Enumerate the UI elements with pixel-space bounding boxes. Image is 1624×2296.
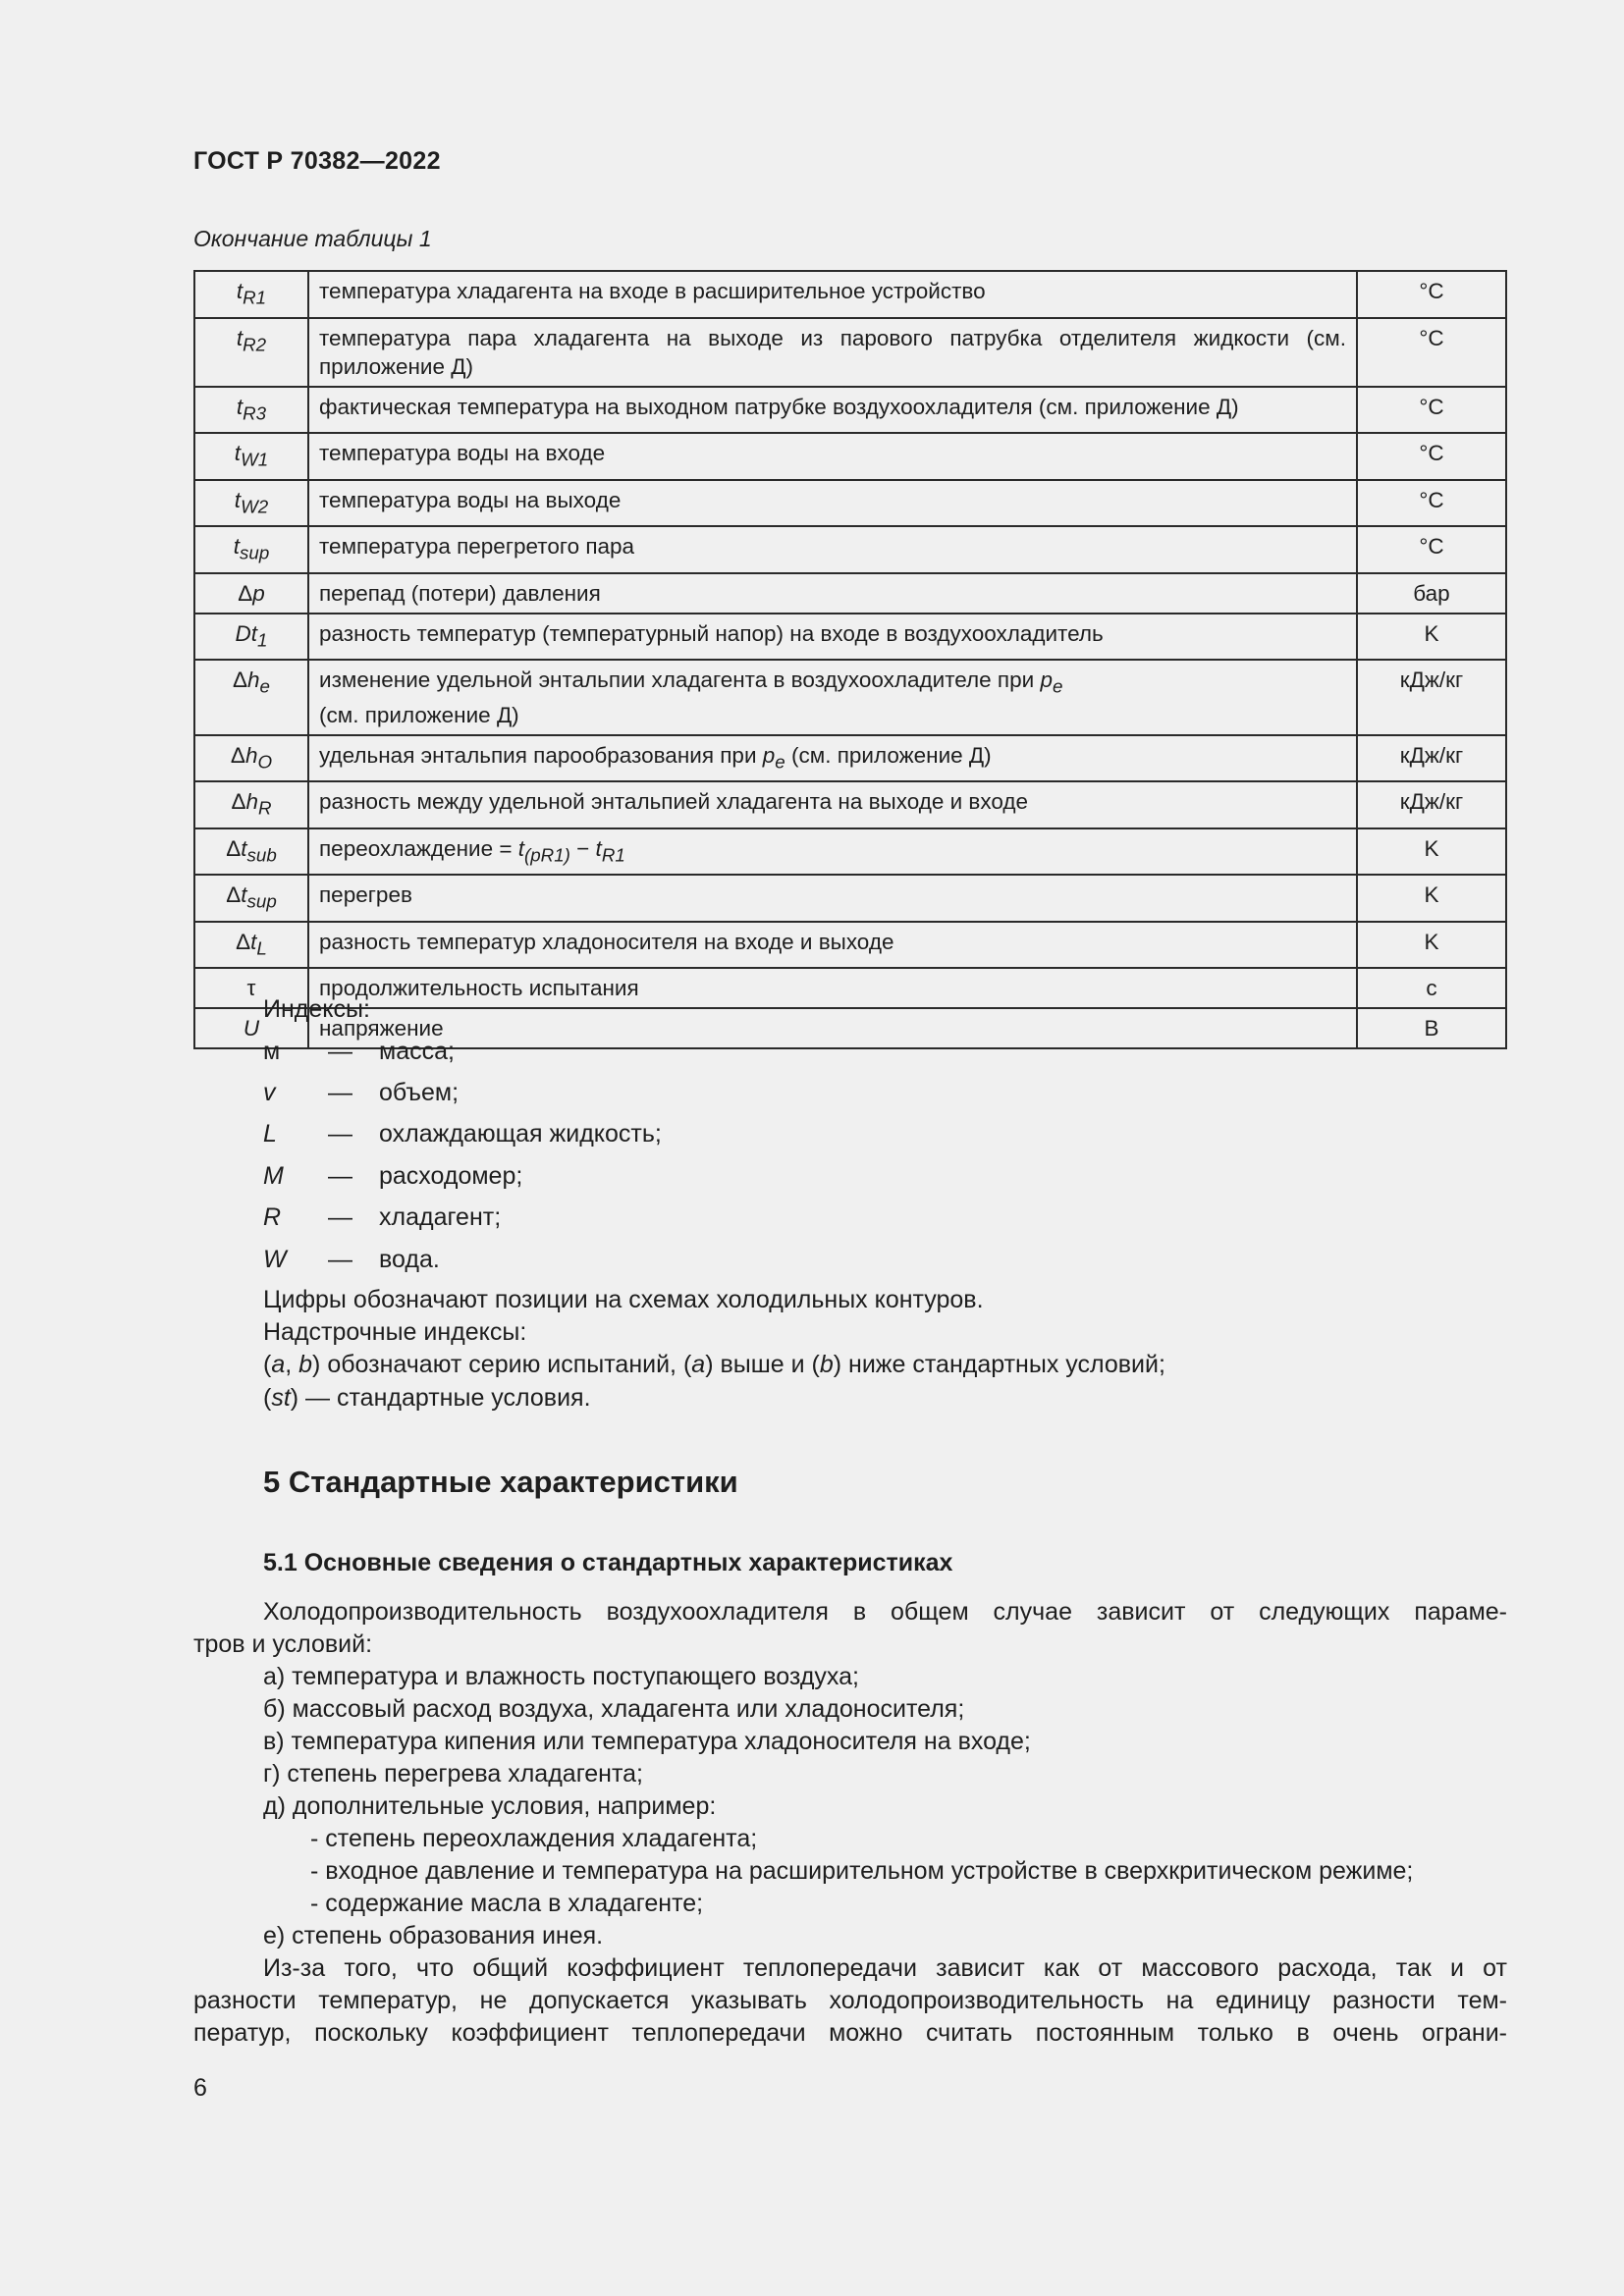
table-row <box>194 614 1506 661</box>
unit-cell: K <box>1357 614 1506 661</box>
unit-cell: °C <box>1357 318 1506 387</box>
symbol-cell: $\Delta h_e$ <box>194 660 308 735</box>
list-item: д) дополнительные условия, например: <box>263 1792 717 1820</box>
table-row <box>194 968 1506 1008</box>
table-row <box>194 433 1506 480</box>
unit-cell: K <box>1357 875 1506 922</box>
list-item-e: е) степень образования инея. <box>263 1922 604 1949</box>
section-5-1-title: 5.1 Основные сведения о стандартных характеристиках <box>263 1549 953 1576</box>
unit-cell: с <box>1357 968 1506 1008</box>
table-row <box>194 271 1506 318</box>
description-cell: изменение удельной энтальпии хладагента в воздухоохладителе при $p_e$ (см. приложение Д) <box>308 660 1357 735</box>
table-row <box>194 660 1506 735</box>
symbol-cell: $\Delta t_L$ <box>194 922 308 969</box>
description-cell: разность температур (температурный напор) на входе в воздухоохладитель <box>308 614 1357 661</box>
section-5-body <box>193 1596 1507 2050</box>
description-cell: температура воды на выходе <box>308 480 1357 527</box>
unit-cell: °C <box>1357 387 1506 434</box>
note-ab: (a, b) обозначают серию испытаний, (a) выше и (b) ниже стандартных условий; <box>263 1351 1165 1378</box>
list-item: а) температура и влажность поступающего воздуха; <box>263 1663 859 1690</box>
description-cell: температура пара хладагента на выходе из парового патрубка отделителя жидкости (см. приложение Д) <box>308 318 1357 387</box>
last-para-line-1: Из-за того, что общий коэффициент теплопередачи зависит как от массового расхода, так и от <box>263 1954 1507 1982</box>
symbol-cell: $t_{R3}$ <box>194 387 308 434</box>
unit-cell: В <box>1357 1008 1506 1048</box>
intro-line-1: Холодопроизводительность воздухоохладителя в общем случае зависит от следующих параме- <box>263 1598 1507 1626</box>
table-row <box>194 573 1506 614</box>
symbol-cell: $t_{R1}$ <box>194 271 308 318</box>
list-item: г) степень перегрева хладагента; <box>263 1760 643 1788</box>
symbol-cell: τ <box>194 968 308 1008</box>
document-header: ГОСТ Р 70382—2022 <box>193 147 441 175</box>
symbols-table <box>193 270 1507 1049</box>
index-item: M — расходомер; <box>263 1162 523 1190</box>
table-row <box>194 922 1506 969</box>
sub-list-item: - содержание масла в хладагенте; <box>310 1890 704 1917</box>
note-superscripts: Надстрочные индексы: <box>263 1318 527 1346</box>
description-cell: разность между удельной энтальпией хладагента на выходе и входе <box>308 781 1357 828</box>
description-cell: удельная энтальпия парообразования при $p_e$ (см. приложение Д) <box>308 735 1357 782</box>
unit-cell: кДж/кг <box>1357 735 1506 782</box>
note-st: (st) — стандартные условия. <box>263 1384 591 1412</box>
table-row <box>194 828 1506 876</box>
description-cell: температура воды на входе <box>308 433 1357 480</box>
description-cell: напряжение <box>308 1008 1357 1048</box>
intro-line-2: тров и условий: <box>193 1630 373 1658</box>
last-para-line-2: разности температур, не допускается указывать холодопроизводительность на единицу разности тем- <box>193 1987 1507 2014</box>
unit-cell: K <box>1357 828 1506 876</box>
indices-label: Индексы: <box>263 995 370 1023</box>
note-digits: Цифры обозначают позиции на схемах холодильных контуров. <box>263 1286 984 1313</box>
page-number: 6 <box>193 2074 207 2102</box>
index-item: v — объем; <box>263 1079 460 1106</box>
symbol-cell: $t_{R2}$ <box>194 318 308 387</box>
symbol-cell: $t_{W2}$ <box>194 480 308 527</box>
description-cell: перегрев <box>308 875 1357 922</box>
section-5-title: 5 Стандартные характеристики <box>263 1465 738 1499</box>
last-para-line-3: ператур, поскольку коэффициент теплопередачи можно считать постоянным только в очень ограни- <box>193 2019 1507 2047</box>
unit-cell: °C <box>1357 480 1506 527</box>
unit-cell: K <box>1357 922 1506 969</box>
unit-cell: кДж/кг <box>1357 660 1506 735</box>
sub-list-item: - степень переохлаждения хладагента; <box>310 1825 758 1852</box>
description-cell: температура перегретого пара <box>308 526 1357 573</box>
table-row <box>194 735 1506 782</box>
description-cell: переохлаждение = $t_{(pR1)} - t_{R1}$ <box>308 828 1357 876</box>
list-item: в) температура кипения или температура хладоносителя на входе; <box>263 1728 1031 1755</box>
symbol-cell: $\Delta t_{sub}$ <box>194 828 308 876</box>
symbol-cell: $\Delta h_O$ <box>194 735 308 782</box>
table-row <box>194 318 1506 387</box>
list-item: б) массовый расход воздуха, хладагента или хладоносителя; <box>263 1695 965 1723</box>
sub-list-item: - входное давление и температура на расширительном устройстве в сверхкритическом режиме; <box>310 1857 1414 1885</box>
symbol-cell: $\Delta t_{sup}$ <box>194 875 308 922</box>
table-row <box>194 480 1506 527</box>
symbol-cell: $t_{sup}$ <box>194 526 308 573</box>
table-row <box>194 526 1506 573</box>
index-item: R — хладагент; <box>263 1203 502 1231</box>
symbol-cell: $t_{W1}$ <box>194 433 308 480</box>
symbol-cell: Δp <box>194 573 308 614</box>
unit-cell: °C <box>1357 433 1506 480</box>
symbol-cell: U <box>194 1008 308 1048</box>
unit-cell: °C <box>1357 526 1506 573</box>
symbol-cell: $Dt_1$ <box>194 614 308 661</box>
unit-cell: °C <box>1357 271 1506 318</box>
symbol-cell: $\Delta h_R$ <box>194 781 308 828</box>
index-item: W — вода. <box>263 1246 440 1273</box>
index-item: м — масса; <box>263 1038 455 1065</box>
table-row <box>194 781 1506 828</box>
unit-cell: кДж/кг <box>1357 781 1506 828</box>
table-caption: Окончание таблицы 1 <box>193 226 432 251</box>
unit-cell: бар <box>1357 573 1506 614</box>
index-item: L — охлаждающая жидкость; <box>263 1120 662 1148</box>
description-cell: перепад (потери) давления <box>308 573 1357 614</box>
description-cell: температура хладагента на входе в расширительное устройство <box>308 271 1357 318</box>
description-cell: разность температур хладоносителя на входе и выходе <box>308 922 1357 969</box>
description-cell: фактическая температура на выходном патрубке воздухоохладителя (см. приложение Д) <box>308 387 1357 434</box>
description-cell: продолжительность испытания <box>308 968 1357 1008</box>
table-row <box>194 875 1506 922</box>
table-row <box>194 387 1506 434</box>
